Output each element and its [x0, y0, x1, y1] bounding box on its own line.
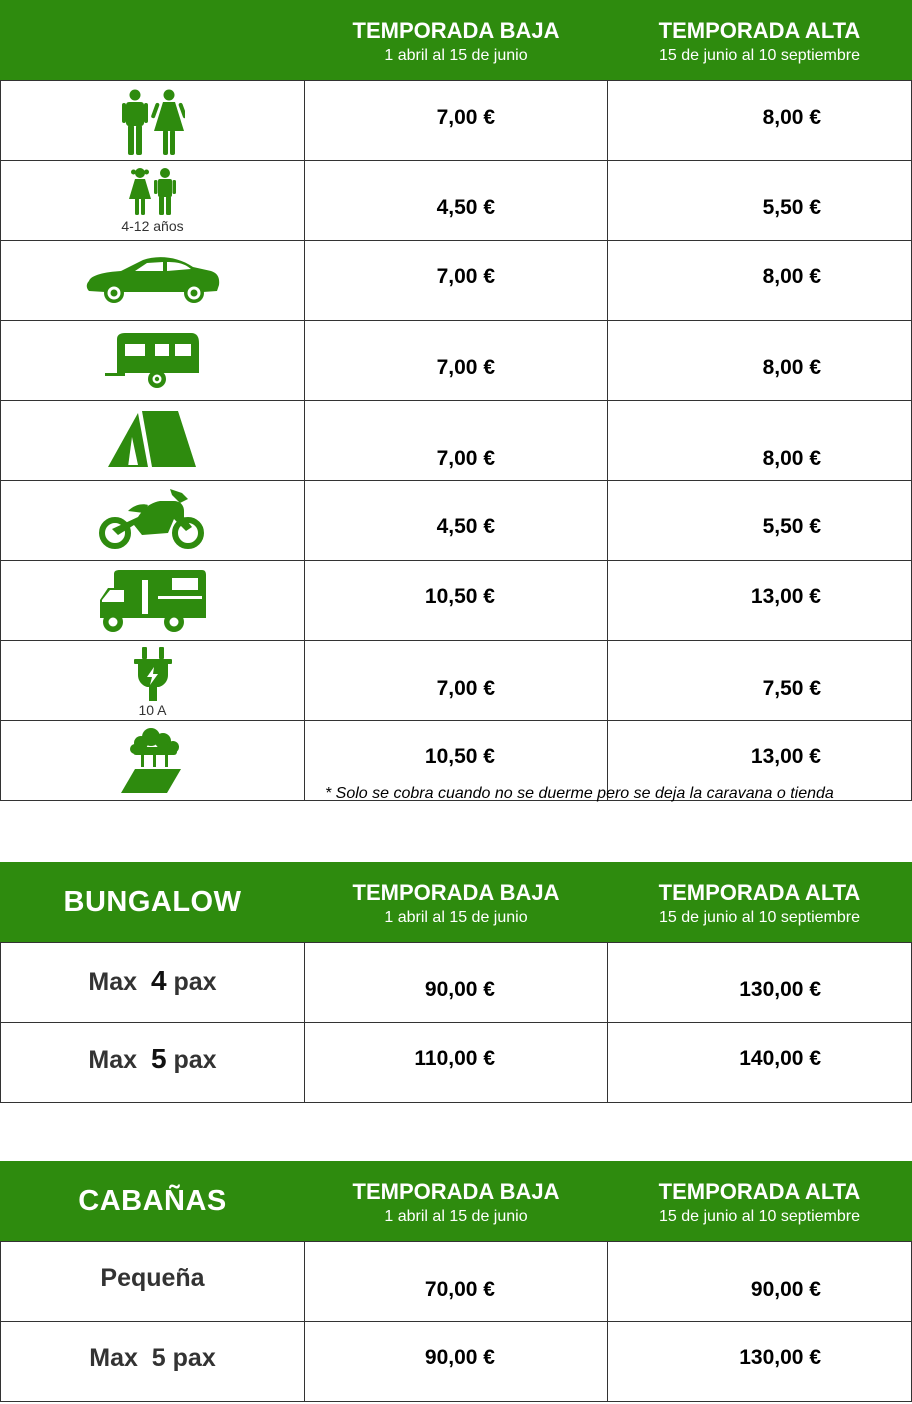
low-season-price-cell: [305, 1242, 608, 1322]
capacity-label: [1, 1043, 304, 1075]
low-season-price-cell: [305, 1023, 608, 1103]
row-icon-cell: [1, 81, 305, 161]
low-season-price: 70,00 €: [424, 1278, 495, 1301]
capacity-prefix: Max: [88, 1046, 138, 1074]
table-row: [1, 1242, 912, 1322]
capacity-prefix: Max: [88, 968, 138, 996]
low-season-title: TEMPORADA BAJA: [352, 18, 560, 43]
car-icon: [85, 255, 221, 305]
capacity-cell: [1, 1023, 305, 1103]
capacity-label: [1, 965, 304, 997]
table-row: [1, 1023, 912, 1103]
camping-header-empty: [1, 1, 305, 81]
row-icon-cell: [1, 401, 305, 481]
cabins-title: CABAÑAS: [78, 1185, 227, 1217]
low-season-price: 90,00 €: [424, 1346, 495, 1369]
camping-header-row: [1, 1, 912, 81]
bungalow-header-row: [1, 863, 912, 943]
bungalow-title: BUNGALOW: [63, 886, 242, 918]
row-icon-cell: [1, 481, 305, 561]
high-season-price: 8,00 €: [762, 356, 821, 379]
row-icon-cell: [1, 321, 305, 401]
low-season-price: 10,50 €: [424, 585, 495, 608]
parcel-trees-icon: [121, 727, 185, 793]
low-season-header: [305, 1162, 608, 1242]
high-season-header: [608, 1162, 912, 1242]
table-row: [1, 321, 912, 401]
low-season-price-cell: [305, 943, 608, 1023]
low-season-price-cell: [305, 641, 608, 721]
high-season-price: 8,00 €: [762, 265, 821, 288]
high-season-price: 8,00 €: [762, 106, 821, 129]
high-season-price-cell: [608, 1242, 912, 1322]
high-season-dates: 15 de junio al 10 septiembre: [658, 909, 861, 926]
low-season-price: 7,00 €: [436, 356, 495, 379]
row-icon-cell: [1, 241, 305, 321]
child-icon: [128, 167, 178, 215]
low-season-price: 4,50 €: [436, 196, 495, 219]
low-season-price-cell: [305, 561, 608, 641]
high-season-price-cell: [608, 481, 912, 561]
cabin-type-cell: [1, 1242, 305, 1322]
high-season-price-cell: [608, 161, 912, 241]
cabin-type-label: Pequeña: [100, 1264, 205, 1292]
high-season-price: 5,50 €: [762, 196, 821, 219]
low-season-title: TEMPORADA BAJA: [352, 880, 560, 905]
bungalow-price-table: [0, 862, 912, 1103]
row-icon-cell: [1, 161, 305, 241]
high-season-price: 130,00 €: [739, 978, 821, 1001]
row-icon-cell: [1, 641, 305, 721]
cabin-type-cell: [1, 1322, 305, 1402]
cabins-header-row: [1, 1162, 912, 1242]
caravan-icon: [105, 333, 201, 389]
high-season-price-cell: [608, 1023, 912, 1103]
motorcycle-icon: [98, 489, 208, 551]
row-icon-cell: [1, 721, 305, 801]
high-season-price: 90,00 €: [750, 1278, 821, 1301]
cabins-title-cell: [1, 1162, 305, 1242]
high-season-title: TEMPORADA ALTA: [658, 1179, 861, 1204]
capacity-number: 5: [150, 1043, 167, 1074]
table-row: [1, 241, 912, 321]
low-season-price-cell: [305, 161, 608, 241]
table-row: [1, 1322, 912, 1402]
capacity-cell: [1, 943, 305, 1023]
high-season-dates: 15 de junio al 10 septiembre: [658, 1208, 861, 1225]
low-season-header: [305, 1, 608, 81]
low-season-price: 10,50 €: [424, 745, 495, 768]
high-season-price: 8,00 €: [762, 447, 821, 470]
table-row: [1, 81, 912, 161]
adult-icon: [121, 89, 185, 155]
high-season-price: 13,00 €: [750, 585, 821, 608]
high-season-price-cell: [608, 1322, 912, 1402]
high-season-price: 5,50 €: [762, 515, 821, 538]
cabin-type-label: Max 5 pax: [89, 1344, 216, 1372]
low-season-price-cell: [305, 1322, 608, 1402]
cabins-price-table: [0, 1161, 912, 1402]
table-row: [1, 641, 912, 721]
row-icon-cell: [1, 561, 305, 641]
low-season-price: 7,00 €: [436, 677, 495, 700]
low-season-price-cell: [305, 321, 608, 401]
high-season-price-cell: [608, 321, 912, 401]
high-season-header: [608, 1, 912, 81]
motorhome-icon: [98, 570, 208, 634]
parcel-footnote: * Solo se cobra cuando no se duerme pero se deja la caravana o tienda: [325, 785, 834, 802]
low-season-price: 7,00 €: [436, 106, 495, 129]
capacity-suffix: pax: [173, 1046, 217, 1074]
high-season-header: [608, 863, 912, 943]
high-season-price: 130,00 €: [739, 1346, 821, 1369]
high-season-title: TEMPORADA ALTA: [658, 880, 861, 905]
low-season-price: 7,00 €: [436, 265, 495, 288]
low-season-price-cell: [305, 81, 608, 161]
electricity-plug-icon: [132, 647, 174, 701]
table-row: [1, 161, 912, 241]
high-season-price-cell: [608, 561, 912, 641]
high-season-dates: 15 de junio al 10 septiembre: [658, 47, 861, 64]
low-season-dates: 1 abril al 15 de junio: [384, 1208, 528, 1225]
low-season-price: 110,00 €: [414, 1047, 495, 1070]
high-season-price: 13,00 €: [750, 745, 821, 768]
low-season-price: 90,00 €: [424, 978, 495, 1001]
low-season-dates: 1 abril al 15 de junio: [384, 47, 528, 64]
high-season-price-cell: [608, 81, 912, 161]
table-row: [1, 401, 912, 481]
high-season-price: 140,00 €: [739, 1047, 821, 1070]
table-row: [1, 943, 912, 1023]
low-season-header: [305, 863, 608, 943]
high-season-price-cell: [608, 401, 912, 481]
low-season-dates: 1 abril al 15 de junio: [384, 909, 528, 926]
capacity-suffix: pax: [173, 968, 217, 996]
amperage-label: 10 A: [138, 702, 167, 718]
low-season-price: 4,50 €: [436, 515, 495, 538]
high-season-price-cell: [608, 241, 912, 321]
table-row: [1, 561, 912, 641]
child-age-label: 4-12 años: [121, 218, 184, 234]
high-season-title: TEMPORADA ALTA: [658, 18, 861, 43]
capacity-number: 4: [150, 965, 167, 996]
high-season-price-cell: [608, 943, 912, 1023]
high-season-price: 7,50 €: [762, 677, 821, 700]
low-season-price-cell: [305, 241, 608, 321]
bungalow-title-cell: [1, 863, 305, 943]
table-row: [1, 481, 912, 561]
tent-icon: [108, 411, 198, 469]
low-season-price-cell: [305, 401, 608, 481]
low-season-price: 7,00 €: [436, 447, 495, 470]
high-season-price-cell: [608, 641, 912, 721]
low-season-title: TEMPORADA BAJA: [352, 1179, 560, 1204]
low-season-price-cell: [305, 481, 608, 561]
